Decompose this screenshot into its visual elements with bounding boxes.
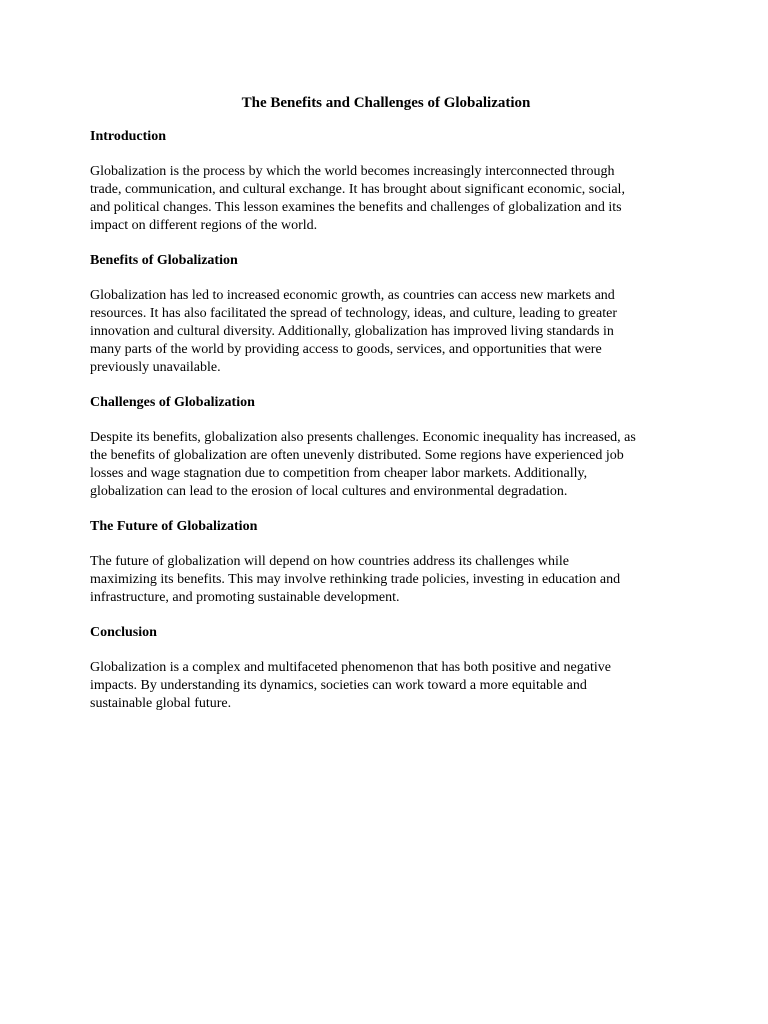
section-heading: Benefits of Globalization [90, 253, 238, 268]
section-paragraph [90, 553, 682, 607]
paragraph-line: losses and wage stagnation due to competition from cheaper labor markets. Additionally, [90, 466, 588, 481]
section-heading: Introduction [90, 129, 166, 144]
paragraph-line: maximizing its benefits. This may involve rethinking trade policies, investing in education and [90, 572, 621, 587]
paragraph-line: infrastructure, and promoting sustainable development. [90, 590, 400, 605]
paragraph-line: trade, communication, and cultural exchange. It has brought about significant economic, social, [90, 182, 625, 197]
paragraph-line: Despite its benefits, globalization also presents challenges. Economic inequality has increased, as [90, 430, 636, 445]
section-paragraph [90, 163, 682, 235]
section-heading: Conclusion [90, 625, 157, 640]
paragraph-line: sustainable global future. [90, 696, 232, 711]
section-introduction [90, 128, 682, 235]
section-heading: The Future of Globalization [90, 519, 258, 534]
section-benefits [90, 252, 682, 377]
section-paragraph [90, 429, 682, 501]
document-title: The Benefits and Challenges of Globalization [241, 95, 531, 111]
paragraph-line: Globalization is the process by which the world becomes increasingly interconnected through [90, 164, 615, 179]
paragraph-line: innovation and cultural diversity. Additionally, globalization has improved living standards in [90, 324, 614, 339]
section-challenges [90, 394, 682, 501]
document-body [90, 92, 682, 730]
paragraph-line: many parts of the world by providing access to goods, services, and opportunities that were [90, 342, 602, 357]
section-heading: Challenges of Globalization [90, 395, 255, 410]
section-paragraph [90, 287, 682, 377]
section-future [90, 518, 682, 607]
section-paragraph [90, 659, 682, 713]
paragraph-line: Globalization has led to increased economic growth, as countries can access new markets and [90, 288, 615, 303]
paragraph-line: and political changes. This lesson examines the benefits and challenges of globalization and its [90, 200, 622, 215]
paragraph-line: impact on different regions of the world. [90, 218, 318, 233]
paragraph-line: The future of globalization will depend on how countries address its challenges while [90, 554, 569, 569]
paragraph-line: globalization can lead to the erosion of local cultures and environmental degradation. [90, 484, 568, 499]
section-conclusion [90, 624, 682, 713]
paragraph-line: impacts. By understanding its dynamics, societies can work toward a more equitable and [90, 678, 587, 693]
paragraph-line: Globalization is a complex and multifaceted phenomenon that has both positive and negative [90, 660, 611, 675]
paragraph-line: previously unavailable. [90, 360, 221, 375]
paragraph-line: the benefits of globalization are often unevenly distributed. Some regions have experienced job [90, 448, 624, 463]
paragraph-line: resources. It has also facilitated the spread of technology, ideas, and culture, leading to greater [90, 306, 617, 321]
